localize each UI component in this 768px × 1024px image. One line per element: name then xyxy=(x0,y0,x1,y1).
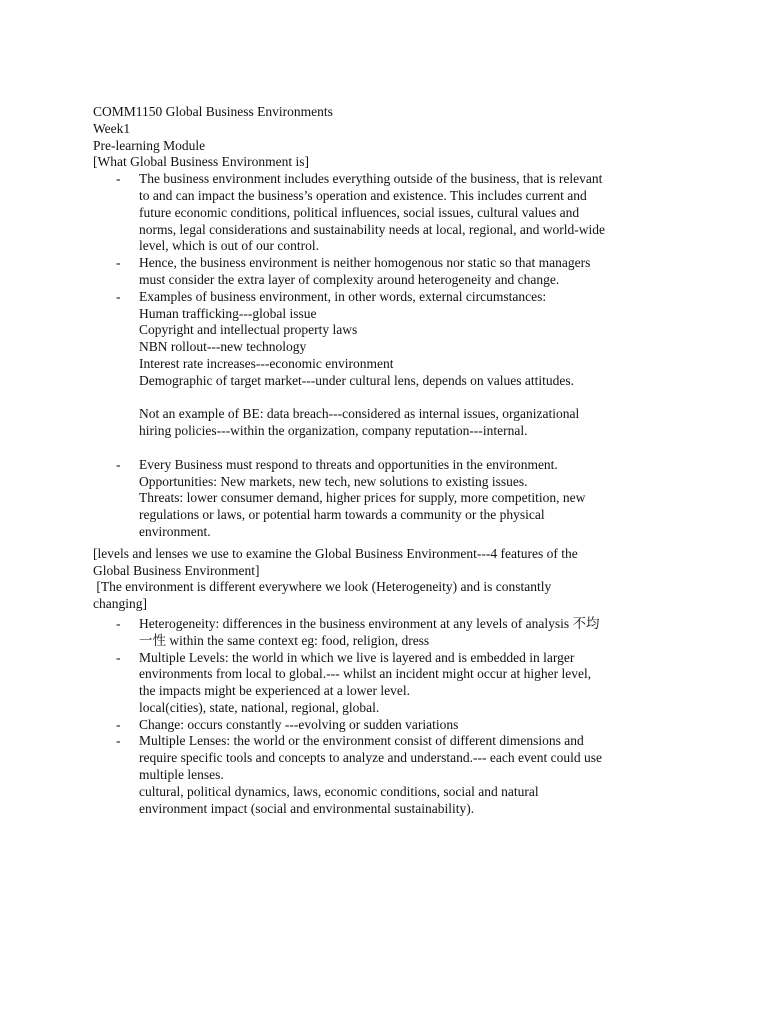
section-subheading: changing] xyxy=(93,596,147,612)
text-line: environments from local to global.--- whilst an incident might occur at higher level, xyxy=(139,666,592,682)
non-example-line: Not an example of BE: data breach---considered as internal issues, organizational xyxy=(139,406,580,422)
text-line: Hence, the business environment is neither homogenous nor static so that managers xyxy=(139,255,591,271)
document-page xyxy=(93,104,683,817)
non-example-line: hiring policies---within the organization, company reputation---internal. xyxy=(139,423,528,439)
text-line: cultural, political dynamics, laws, economic conditions, social and natural xyxy=(139,783,539,799)
bullet-multiple-lenses xyxy=(93,733,683,817)
text-line: The business environment includes everything outside of the business, that is relevant xyxy=(139,171,603,187)
bullet-heterogeneity-change xyxy=(93,255,683,289)
example-line: NBN rollout---new technology xyxy=(139,339,307,355)
text-line: Heterogeneity: differences in the business environment at any levels of analysis 不均 xyxy=(139,615,600,631)
section1-bullet-list xyxy=(93,171,683,541)
text-line: Multiple Lenses: the world or the environment consist of different dimensions and xyxy=(139,733,584,749)
course-title: COMM1150 Global Business Environments xyxy=(93,104,333,119)
text-line: the impacts might be experienced at a lower level. xyxy=(139,683,411,699)
section-heading-levels-lenses: Global Business Environment] xyxy=(93,562,260,578)
text-line: Opportunities: New markets, new tech, new solutions to existing issues. xyxy=(139,473,528,489)
bullet-multiple-levels xyxy=(93,650,683,717)
section-heading-what-gbe: [What Global Business Environment is] xyxy=(93,154,309,170)
bullet-definition xyxy=(93,171,683,255)
text-line: environment impact (social and environmental sustainability). xyxy=(139,800,475,816)
bullet-dash: - xyxy=(116,255,121,271)
blank-line xyxy=(139,390,683,407)
week-label: Week1 xyxy=(93,120,131,136)
bullet-dash: - xyxy=(116,288,121,304)
bullet-dash: - xyxy=(116,733,121,749)
text-line: level, which is out of our control. xyxy=(139,238,319,254)
bullet-change xyxy=(93,717,683,734)
bullet-threats-opportunities xyxy=(93,457,683,541)
blank-line xyxy=(139,440,683,457)
text-line: Multiple Levels: the world in which we live is layered and is embedded in larger xyxy=(139,649,575,665)
bullet-dash: - xyxy=(116,649,121,665)
text-line: Change: occurs constantly ---evolving or sudden variations xyxy=(139,716,459,732)
bullet-dash: - xyxy=(116,615,121,631)
module-label: Pre-learning Module xyxy=(93,137,206,153)
bullet-examples xyxy=(93,289,683,457)
text-line: Every Business must respond to threats and opportunities in the environment. xyxy=(139,456,558,472)
text-line: 一性 within the same context eg: food, religion, dress xyxy=(139,632,430,648)
text-line: must consider the extra layer of complexity around heterogeneity and change. xyxy=(139,271,560,287)
text-line: norms, legal considerations and sustainability needs at local, regional, and world-wide xyxy=(139,221,606,237)
text-line: Threats: lower consumer demand, higher prices for supply, more competition, new xyxy=(139,490,586,506)
example-line: Human trafficking---global issue xyxy=(139,305,317,321)
bullet-dash: - xyxy=(116,171,121,187)
bullet-dash: - xyxy=(116,456,121,472)
text-line: Examples of business environment, in other words, external circumstances: xyxy=(139,288,547,304)
text-line: local(cities), state, national, regional, global. xyxy=(139,699,380,715)
section2-bullet-list xyxy=(93,616,683,818)
text-line: require specific tools and concepts to analyze and understand.--- each event could use xyxy=(139,750,602,766)
bullet-dash: - xyxy=(116,716,121,732)
example-line: Copyright and intellectual property laws xyxy=(139,322,358,338)
example-line: Demographic of target market---under cultural lens, depends on values attitudes. xyxy=(139,372,574,388)
text-line: regulations or laws, or potential harm towards a community or the physical xyxy=(139,507,545,523)
example-line: Interest rate increases---economic environment xyxy=(139,355,394,371)
text-line: multiple lenses. xyxy=(139,767,224,783)
text-line: environment. xyxy=(139,523,211,539)
section-heading-levels-lenses: [levels and lenses we use to examine the Global Business Environment---4 features of the xyxy=(93,545,578,561)
text-line: to and can impact the business’s operation and existence. This includes current and xyxy=(139,187,587,203)
bullet-heterogeneity xyxy=(93,616,683,650)
section-subheading: [The environment is different everywhere we look (Heterogeneity) and is constantly xyxy=(93,579,552,595)
text-line: future economic conditions, political influences, social issues, cultural values and xyxy=(139,204,580,220)
